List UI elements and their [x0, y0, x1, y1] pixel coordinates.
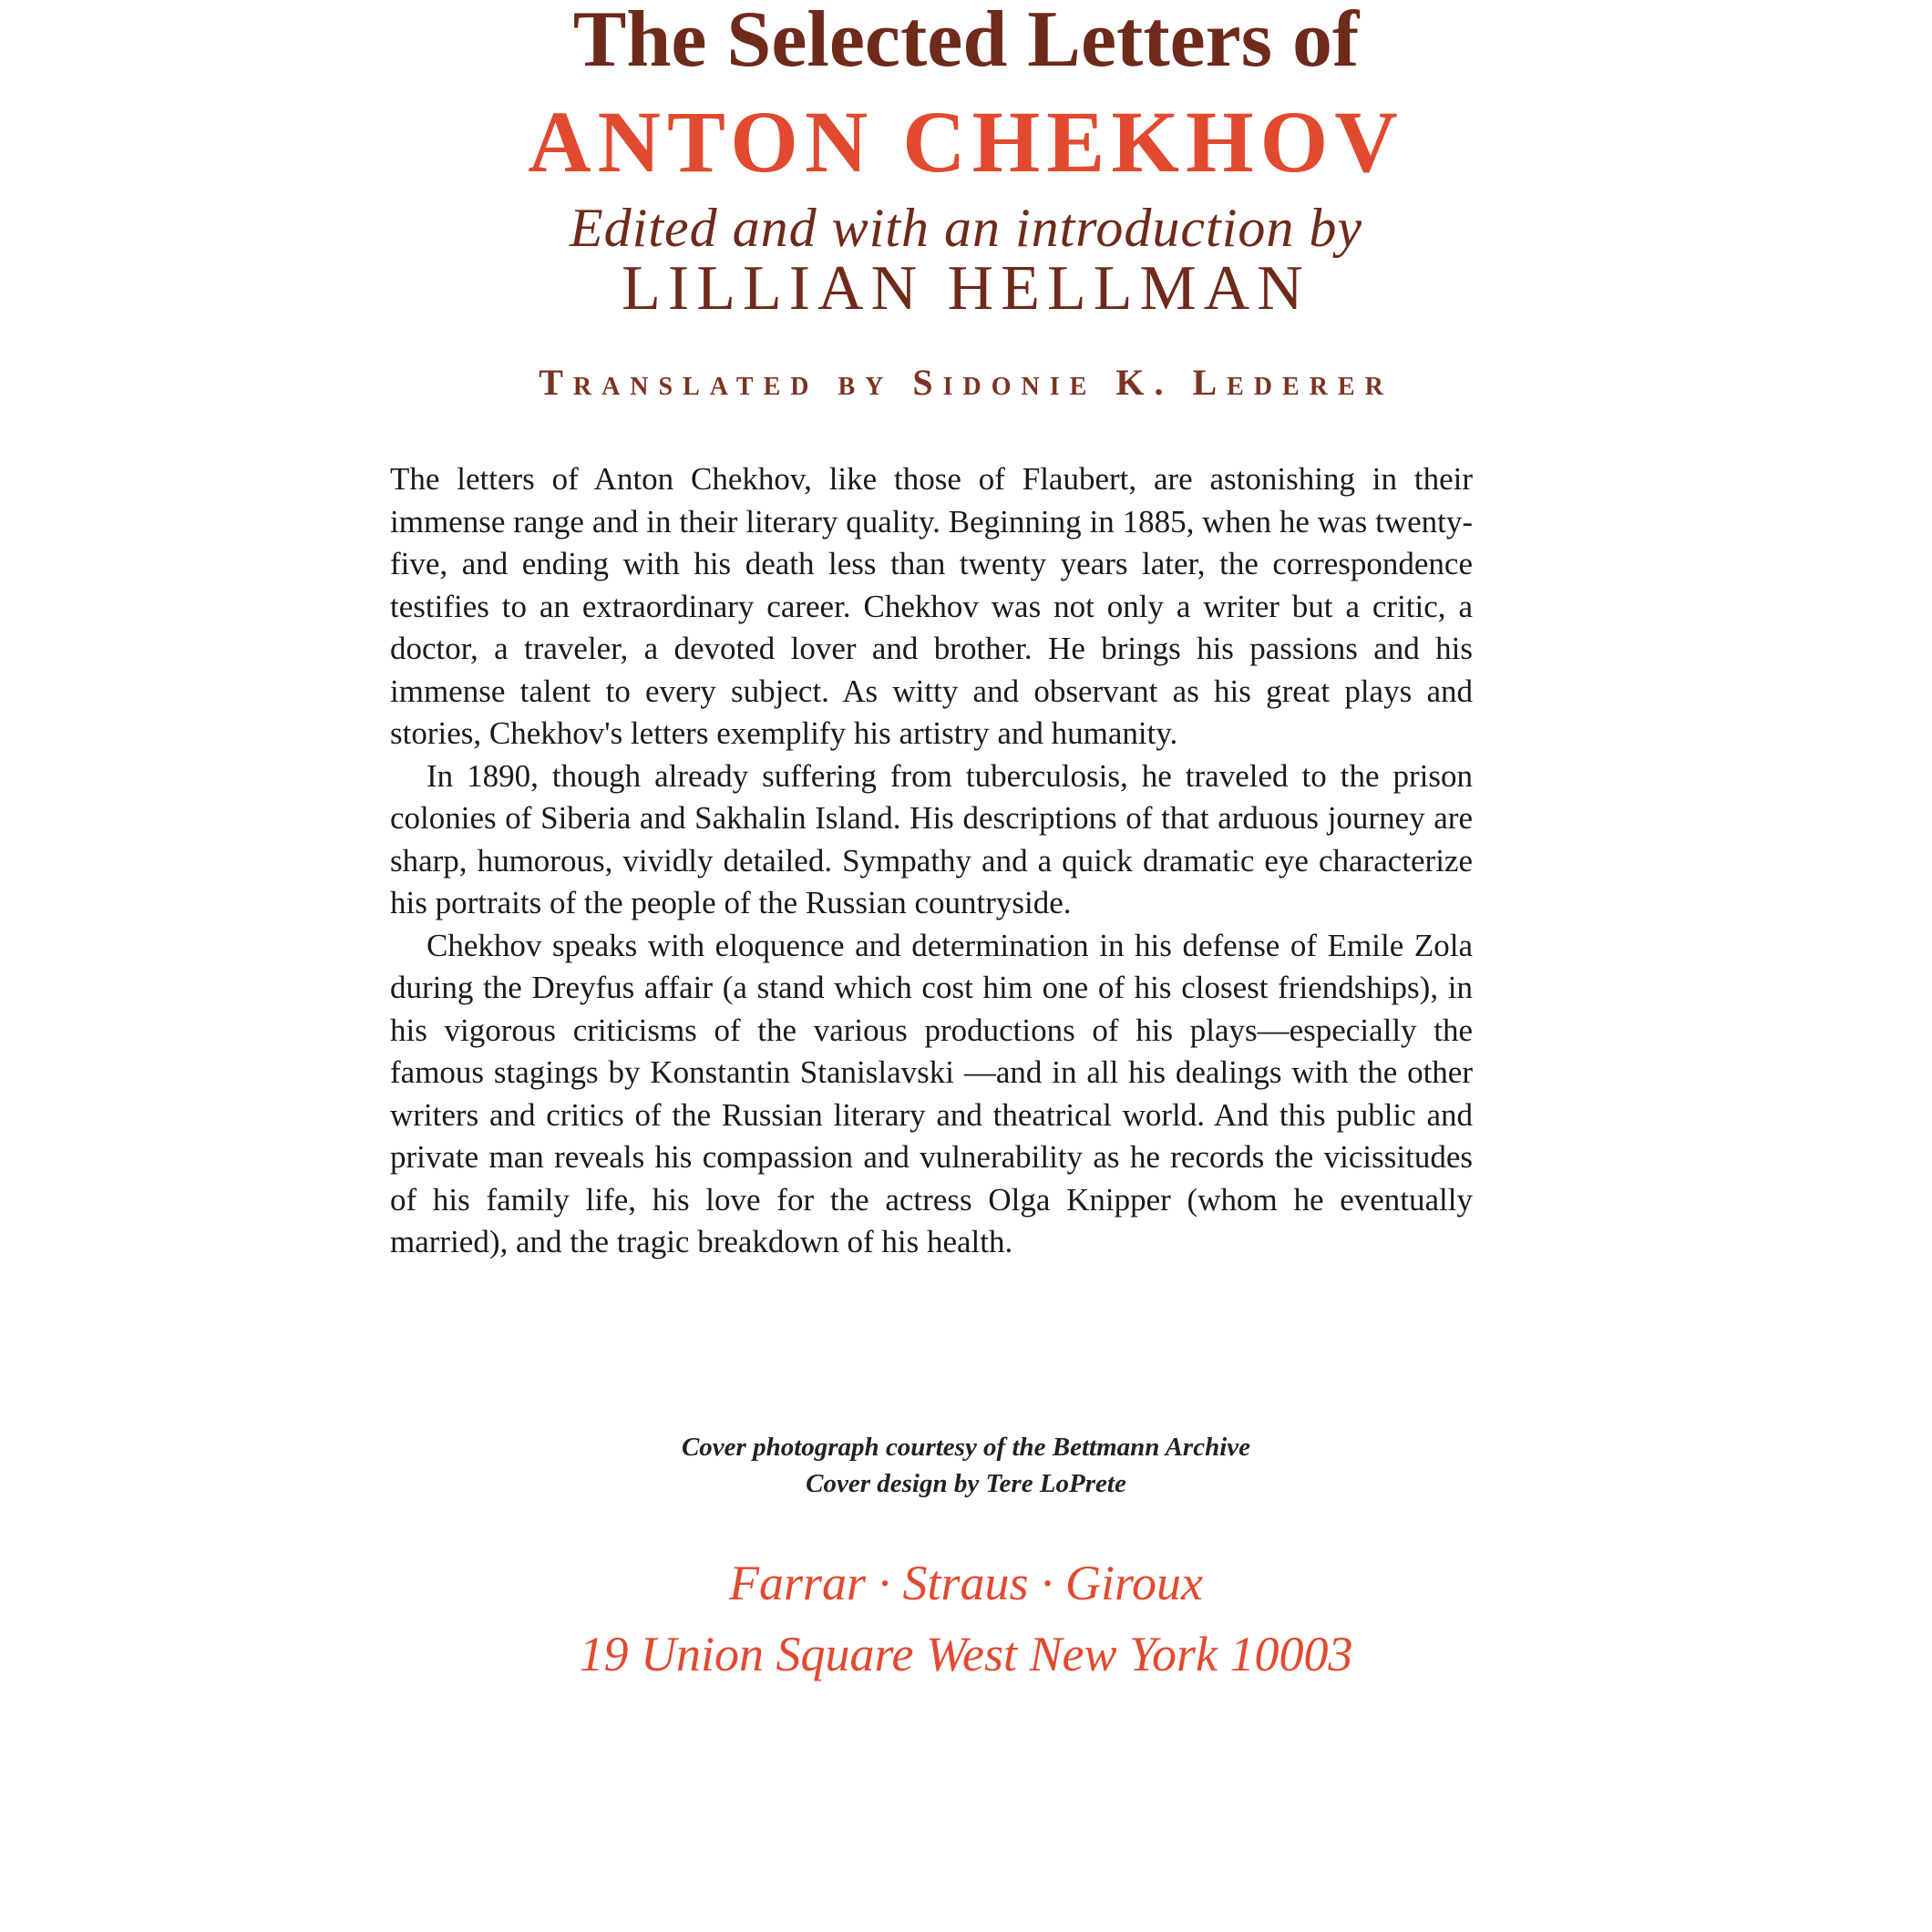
title-prefix: The Selected Letters of: [572, 0, 1360, 84]
description-paragraph: Chekhov speaks with eloquence and determination in his defense of Emile Zola during the Dreyfus affair (a stand which cost him one of his closest friendships), in his vigorous criticisms of the various productions of his plays—especially the famous stagings by Konstantin Stanislavski —and in all his dealings with the other writers and critics of the Russian literary and theatrical world. And this public and private man reveals his compassion and vulnerability as he records the vicissitudes of his family life, his love for the actress Olga Knipper (whom he eventually married), and the tragic breakdown of his health.: [390, 927, 1473, 1259]
title-author: ANTON CHEKHOV: [528, 93, 1404, 190]
design-credit: Cover design by Tere LoPrete: [806, 1469, 1126, 1498]
editor-credit: Edited and with an introduction by: [569, 198, 1363, 258]
description-paragraph: The letters of Anton Chekhov, like those of Flaubert, are astonishing in their immense range and in their literary quality. Beginning in 1885, when he was twenty-five, and ending with his death less than twenty years later, the correspondence testifies to an extraordinary career. Chekhov was not only a writer but a critic, a doctor, a traveler, a devoted lover and brother. He brings his passions and his immense talent to every subject. As witty and observant as his great plays and stories, Chekhov's letters exemplify his artistry and humanity.: [390, 461, 1473, 751]
publisher-address: 19 Union Square West New York 10003: [579, 1627, 1353, 1681]
photo-credit: Cover photograph courtesy of the Bettmann Archive: [681, 1433, 1251, 1462]
translator-credit: Translated by Sidonie K. Lederer: [539, 362, 1393, 403]
publisher-name: Farrar · Straus · Giroux: [728, 1556, 1204, 1610]
description-text: [390, 458, 1473, 1264]
description-paragraph: In 1890, though already suffering from tuberculosis, he traveled to the prison colonies of Siberia and Sakhalin Island. His descriptions of that arduous journey are sharp, humorous, vividly detailed. Sympathy and a quick dramatic eye characterize his portraits of the people of the Russian countryside.: [390, 757, 1473, 920]
editor-name: LILLIAN HELLMAN: [622, 253, 1310, 324]
